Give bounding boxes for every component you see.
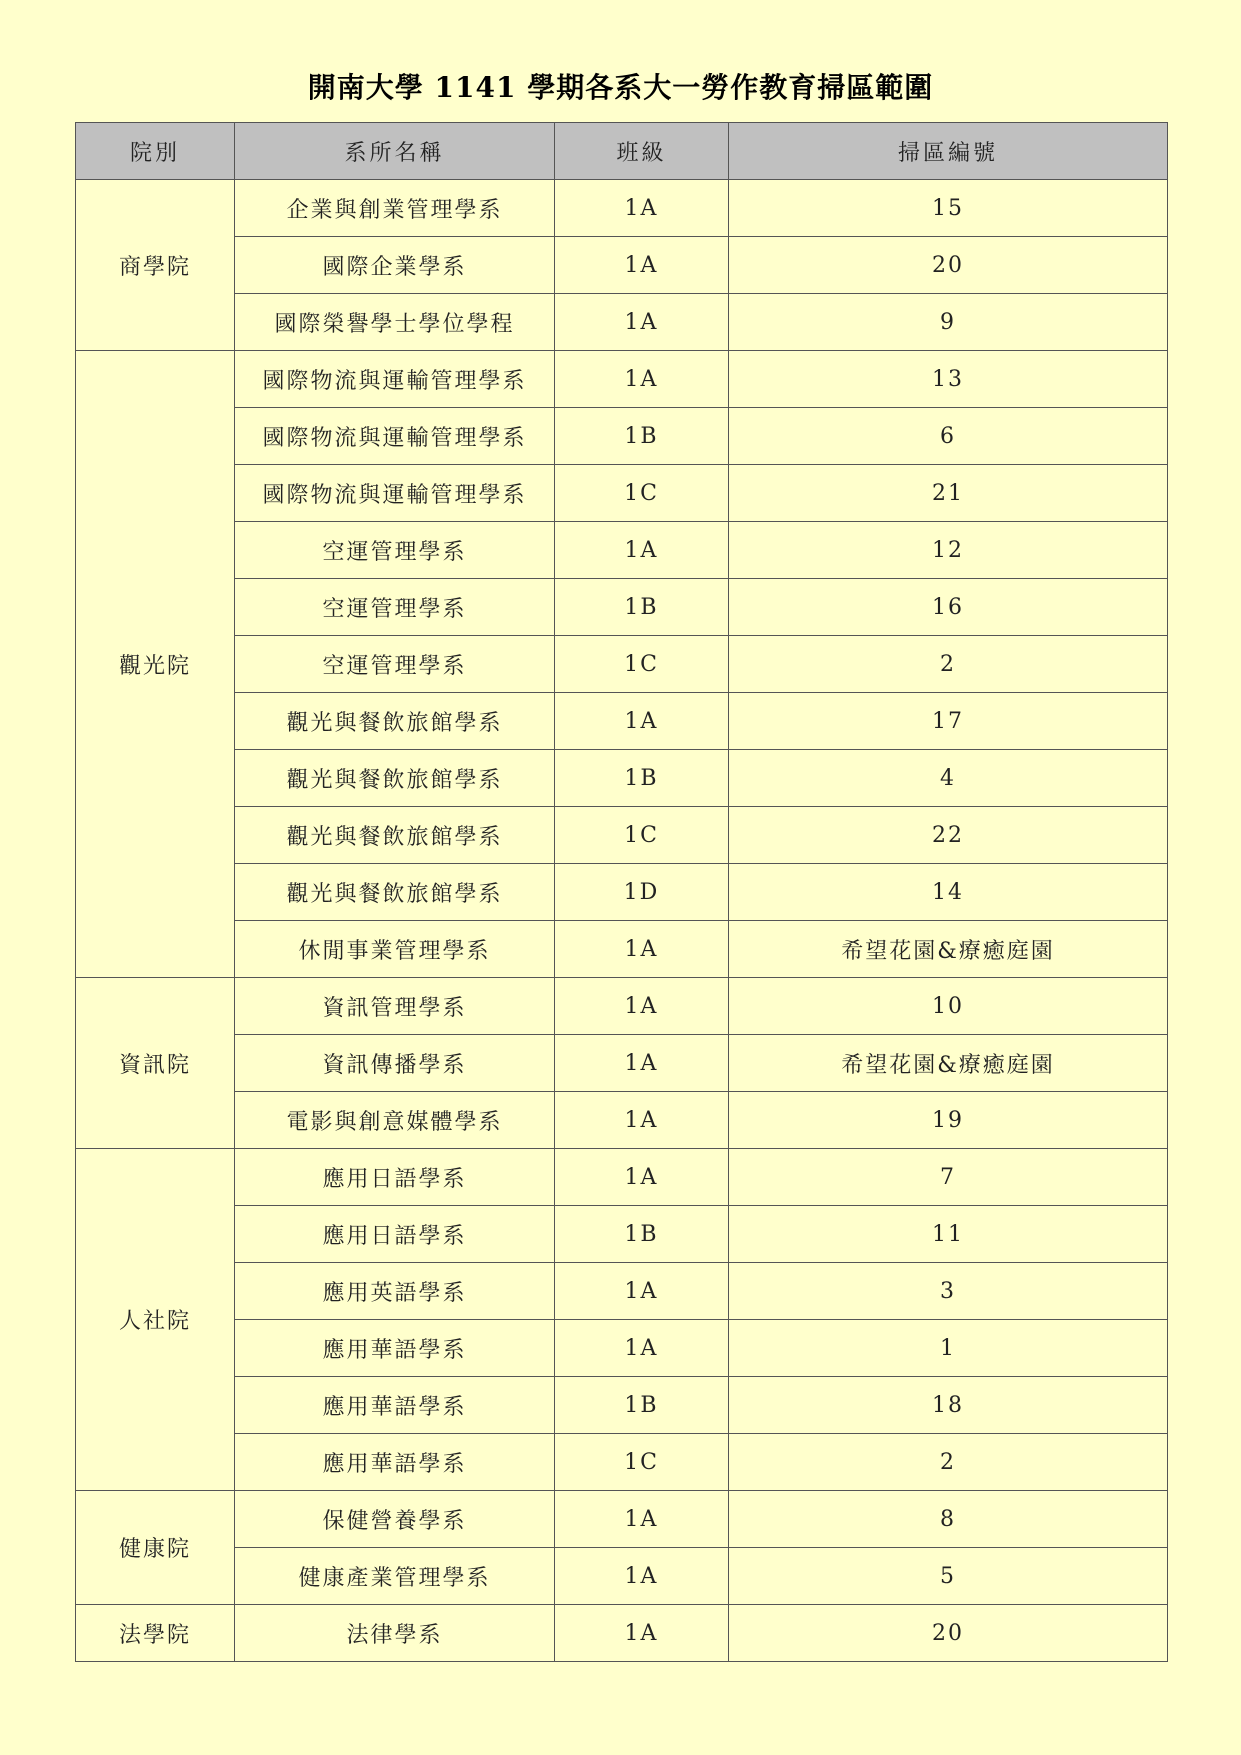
class-cell: 1A — [555, 294, 729, 351]
area-number-cell: 11 — [729, 1206, 1168, 1263]
department-cell: 應用日語學系 — [235, 1206, 555, 1263]
page-title: 開南大學 1141 學期各系大一勞作教育掃區範圍 — [307, 71, 934, 104]
area-number-cell: 22 — [729, 807, 1168, 864]
department-cell: 應用華語學系 — [235, 1377, 555, 1434]
table-row — [76, 294, 1168, 351]
table-row — [76, 921, 1168, 978]
class-cell: 1A — [555, 1605, 729, 1662]
class-cell: 1A — [555, 1491, 729, 1548]
class-cell: 1A — [555, 1149, 729, 1206]
header-row — [76, 123, 1168, 180]
table-row — [76, 636, 1168, 693]
class-cell: 1A — [555, 921, 729, 978]
department-cell: 休閒事業管理學系 — [235, 921, 555, 978]
department-cell: 資訊管理學系 — [235, 978, 555, 1035]
table-row — [76, 465, 1168, 522]
class-cell: 1A — [555, 978, 729, 1035]
table-row — [76, 579, 1168, 636]
table-row — [76, 693, 1168, 750]
class-cell: 1A — [555, 1092, 729, 1149]
class-cell: 1C — [555, 807, 729, 864]
class-cell: 1A — [555, 180, 729, 237]
area-number-cell: 20 — [729, 1605, 1168, 1662]
table-header — [76, 123, 1168, 180]
table-row — [76, 1491, 1168, 1548]
department-cell: 觀光與餐飲旅館學系 — [235, 750, 555, 807]
department-cell: 健康產業管理學系 — [235, 1548, 555, 1605]
area-number-cell: 17 — [729, 693, 1168, 750]
department-cell: 資訊傳播學系 — [235, 1035, 555, 1092]
table-body — [76, 180, 1168, 1662]
class-cell: 1B — [555, 408, 729, 465]
area-number-cell: 14 — [729, 864, 1168, 921]
area-number-cell: 7 — [729, 1149, 1168, 1206]
area-number-cell: 1 — [729, 1320, 1168, 1377]
department-cell: 應用日語學系 — [235, 1149, 555, 1206]
class-cell: 1A — [555, 237, 729, 294]
class-cell: 1A — [555, 1263, 729, 1320]
department-cell: 空運管理學系 — [235, 579, 555, 636]
table-row — [76, 1092, 1168, 1149]
area-number-cell: 15 — [729, 180, 1168, 237]
department-cell: 國際榮譽學士學位學程 — [235, 294, 555, 351]
class-cell: 1A — [555, 1548, 729, 1605]
area-number-cell: 4 — [729, 750, 1168, 807]
area-number-cell: 9 — [729, 294, 1168, 351]
area-number-cell: 19 — [729, 1092, 1168, 1149]
area-number-cell: 13 — [729, 351, 1168, 408]
area-number-cell: 5 — [729, 1548, 1168, 1605]
table-row — [76, 1263, 1168, 1320]
table-row — [76, 1206, 1168, 1263]
table-row — [76, 180, 1168, 237]
department-cell: 法律學系 — [235, 1605, 555, 1662]
department-cell: 保健營養學系 — [235, 1491, 555, 1548]
table-row — [76, 522, 1168, 579]
header-area-number: 掃區編號 — [729, 123, 1168, 180]
header-department: 系所名稱 — [235, 123, 555, 180]
area-number-cell: 希望花園&療癒庭園 — [729, 921, 1168, 978]
table-row — [76, 1149, 1168, 1206]
college-cell: 觀光院 — [76, 351, 235, 978]
college-cell: 資訊院 — [76, 978, 235, 1149]
table-row — [76, 750, 1168, 807]
area-number-cell: 8 — [729, 1491, 1168, 1548]
area-number-cell: 6 — [729, 408, 1168, 465]
table-row — [76, 1434, 1168, 1491]
class-cell: 1B — [555, 1377, 729, 1434]
area-number-cell: 10 — [729, 978, 1168, 1035]
department-cell: 觀光與餐飲旅館學系 — [235, 807, 555, 864]
department-cell: 空運管理學系 — [235, 522, 555, 579]
area-number-cell: 20 — [729, 237, 1168, 294]
class-cell: 1A — [555, 693, 729, 750]
department-cell: 觀光與餐飲旅館學系 — [235, 693, 555, 750]
table-row — [76, 237, 1168, 294]
college-cell: 商學院 — [76, 180, 235, 351]
table-row — [76, 1548, 1168, 1605]
department-cell: 國際企業學系 — [235, 237, 555, 294]
area-number-cell: 3 — [729, 1263, 1168, 1320]
class-cell: 1C — [555, 465, 729, 522]
area-number-cell: 2 — [729, 1434, 1168, 1491]
cleaning-area-table — [75, 122, 1168, 1662]
department-cell: 企業與創業管理學系 — [235, 180, 555, 237]
college-cell: 人社院 — [76, 1149, 235, 1491]
table-row — [76, 1320, 1168, 1377]
department-cell: 電影與創意媒體學系 — [235, 1092, 555, 1149]
class-cell: 1A — [555, 1320, 729, 1377]
college-cell: 法學院 — [76, 1605, 235, 1662]
department-cell: 應用華語學系 — [235, 1434, 555, 1491]
class-cell: 1C — [555, 636, 729, 693]
table-row — [76, 1377, 1168, 1434]
department-cell: 空運管理學系 — [235, 636, 555, 693]
department-cell: 國際物流與運輸管理學系 — [235, 408, 555, 465]
area-number-cell: 2 — [729, 636, 1168, 693]
area-number-cell: 16 — [729, 579, 1168, 636]
table-row — [76, 1035, 1168, 1092]
class-cell: 1B — [555, 579, 729, 636]
area-number-cell: 18 — [729, 1377, 1168, 1434]
class-cell: 1B — [555, 750, 729, 807]
area-number-cell: 21 — [729, 465, 1168, 522]
department-cell: 國際物流與運輸管理學系 — [235, 351, 555, 408]
department-cell: 觀光與餐飲旅館學系 — [235, 864, 555, 921]
area-number-cell: 12 — [729, 522, 1168, 579]
class-cell: 1B — [555, 1206, 729, 1263]
table-row — [76, 351, 1168, 408]
class-cell: 1A — [555, 522, 729, 579]
table-row — [76, 978, 1168, 1035]
table-row — [76, 1605, 1168, 1662]
header-college: 院別 — [76, 123, 235, 180]
area-number-cell: 希望花園&療癒庭園 — [729, 1035, 1168, 1092]
department-cell: 國際物流與運輸管理學系 — [235, 465, 555, 522]
table-row — [76, 807, 1168, 864]
class-cell: 1A — [555, 1035, 729, 1092]
class-cell: 1A — [555, 351, 729, 408]
college-cell: 健康院 — [76, 1491, 235, 1605]
department-cell: 應用華語學系 — [235, 1320, 555, 1377]
header-class: 班級 — [555, 123, 729, 180]
class-cell: 1D — [555, 864, 729, 921]
class-cell: 1C — [555, 1434, 729, 1491]
table-row — [76, 864, 1168, 921]
table-row — [76, 408, 1168, 465]
department-cell: 應用英語學系 — [235, 1263, 555, 1320]
